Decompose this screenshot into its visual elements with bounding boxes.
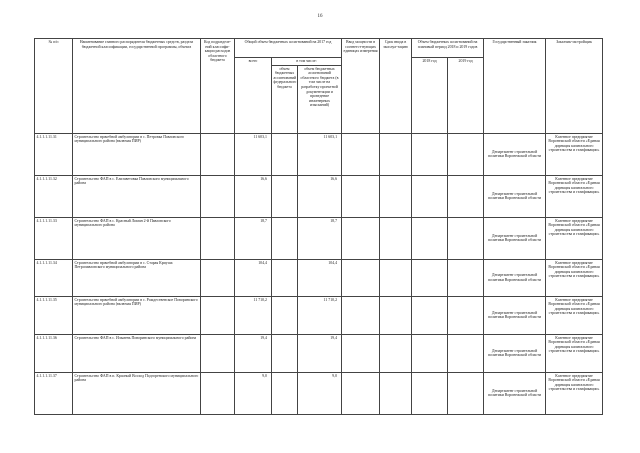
row-name: Строительство врачебной амбулатории в с. Рождественское Поворинского муниципального района (включая ПИР) [73, 296, 201, 334]
header-2019: 2019 год [448, 58, 484, 134]
row-customer: Департамент строительной политики Воронежской области [484, 133, 546, 175]
row-federal [272, 217, 298, 259]
row-developer: Казенное предприятие Воронежской области «Единая дирекция капитального строительства и газификации» [546, 217, 603, 259]
row-regional: 16,6 [298, 175, 342, 217]
row-no: 4.1.1.1.11.33 [35, 217, 73, 259]
header-total-volume: Общий объем бюджетных ассигнований на 2017 год [235, 39, 342, 58]
row-total: 16,6 [235, 175, 272, 217]
header-term: Срок ввода в эксплуа-тацию [380, 39, 412, 134]
row-federal [272, 175, 298, 217]
row-regional: 9,0 [298, 372, 342, 414]
row-total: 11 603,1 [235, 133, 272, 175]
header-regional: объем бюджетных ассигнований областного бюджета (в том числе на разработку проектной документации и проведение инженерных изысканий) [298, 65, 342, 133]
row-regional: 104,4 [298, 259, 342, 296]
row-developer: Казенное предприятие Воронежской области «Единая дирекция капитального строительства и газификации» [546, 133, 603, 175]
row-customer: Департамент строительной политики Воронежской области [484, 334, 546, 372]
row-no: 4.1.1.1.11.31 [35, 133, 73, 175]
header-capacity: Ввод мощности в соответст-вующих единицах измерения [342, 39, 380, 134]
header-no: № п/п [35, 39, 73, 134]
row-developer: Казенное предприятие Воронежской области «Единая дирекция капитального строительства и газификации» [546, 372, 603, 414]
row-total: 9,0 [235, 372, 272, 414]
header-code: Код подразделе-ний классифи-кации расходов областного бюджета [201, 39, 235, 134]
page-number: 16 [317, 14, 323, 19]
row-federal [272, 372, 298, 414]
table-row [35, 259, 603, 296]
row-regional: 11 603,1 [298, 133, 342, 175]
table-row [35, 175, 603, 217]
row-developer: Казенное предприятие Воронежской области «Единая дирекция капитального строительства и газификации» [546, 175, 603, 217]
row-developer: Казенное предприятие Воронежской области «Единая дирекция капитального строительства и газификации» [546, 296, 603, 334]
table-row [35, 334, 603, 372]
row-regional: 18,7 [298, 217, 342, 259]
header-federal: объем бюджетных ассигнований федерального бюджета [272, 65, 298, 133]
row-name: Строительство ФАП в с. Ильмень Поворинского муниципального района [73, 334, 201, 372]
row-total: 11 710,2 [235, 296, 272, 334]
header-customer: Государственный заказчик [484, 39, 546, 134]
row-total: 18,7 [235, 217, 272, 259]
row-customer: Департамент строительной политики Воронежской области [484, 175, 546, 217]
row-no: 4.1.1.1.11.34 [35, 259, 73, 296]
row-no: 4.1.1.1.11.36 [35, 334, 73, 372]
table-row [35, 296, 603, 334]
row-name: Строительство ФАП в с. Елизаветовка Павловского муниципального района [73, 175, 201, 217]
row-customer: Департамент строительной политики Воронежской области [484, 259, 546, 296]
row-name: Строительство ФАП в п. Красный Восход Подгоренского муниципального района [73, 372, 201, 414]
row-total: 19,4 [235, 334, 272, 372]
row-developer: Казенное предприятие Воронежской области «Единая дирекция капитального строительства и газификации» [546, 259, 603, 296]
row-federal [272, 259, 298, 296]
row-federal [272, 133, 298, 175]
header-total: всего [235, 58, 272, 134]
row-no: 4.1.1.1.11.32 [35, 175, 73, 217]
header-plan: Объем бюджетных ассигнований на плановый период 2018 и 2019 годов [412, 39, 484, 58]
table-row [35, 217, 603, 259]
header-incl: в том числе: [272, 58, 342, 66]
row-regional: 19,4 [298, 334, 342, 372]
row-name: Строительство врачебной амбулатории в с. Старая Криуша Петропавловского муниципального района [73, 259, 201, 296]
row-federal [272, 296, 298, 334]
row-developer: Казенное предприятие Воронежской области «Единая дирекция капитального строительства и газификации» [546, 334, 603, 372]
row-customer: Департамент строительной политики Воронежской области [484, 217, 546, 259]
header-row-1 [35, 39, 603, 58]
row-federal [272, 334, 298, 372]
row-regional: 11 710,2 [298, 296, 342, 334]
header-name: Наименование главного распорядителя бюджетных средств, раздела бюджетной классификации, государственной программы, объекта [73, 39, 201, 134]
row-no: 4.1.1.1.11.35 [35, 296, 73, 334]
row-no: 4.1.1.1.11.37 [35, 372, 73, 414]
row-customer: Департамент строительной политики Воронежской области [484, 296, 546, 334]
header-2018: 2018 год [412, 58, 448, 134]
row-customer: Департамент строительной политики Воронежской области [484, 372, 546, 414]
row-total: 104,4 [235, 259, 272, 296]
table-row [35, 133, 603, 175]
header-developer: Заказчик-застройщик [546, 39, 603, 134]
budget-table [34, 38, 603, 415]
table-row [35, 372, 603, 414]
row-name: Строительство ФАП в с. Красный Лиман 2-й Павловского муниципального района [73, 217, 201, 259]
row-name: Строительство врачебной амбулатории в с. Петровка Павловского муниципального района (включая ПИР) [73, 133, 201, 175]
